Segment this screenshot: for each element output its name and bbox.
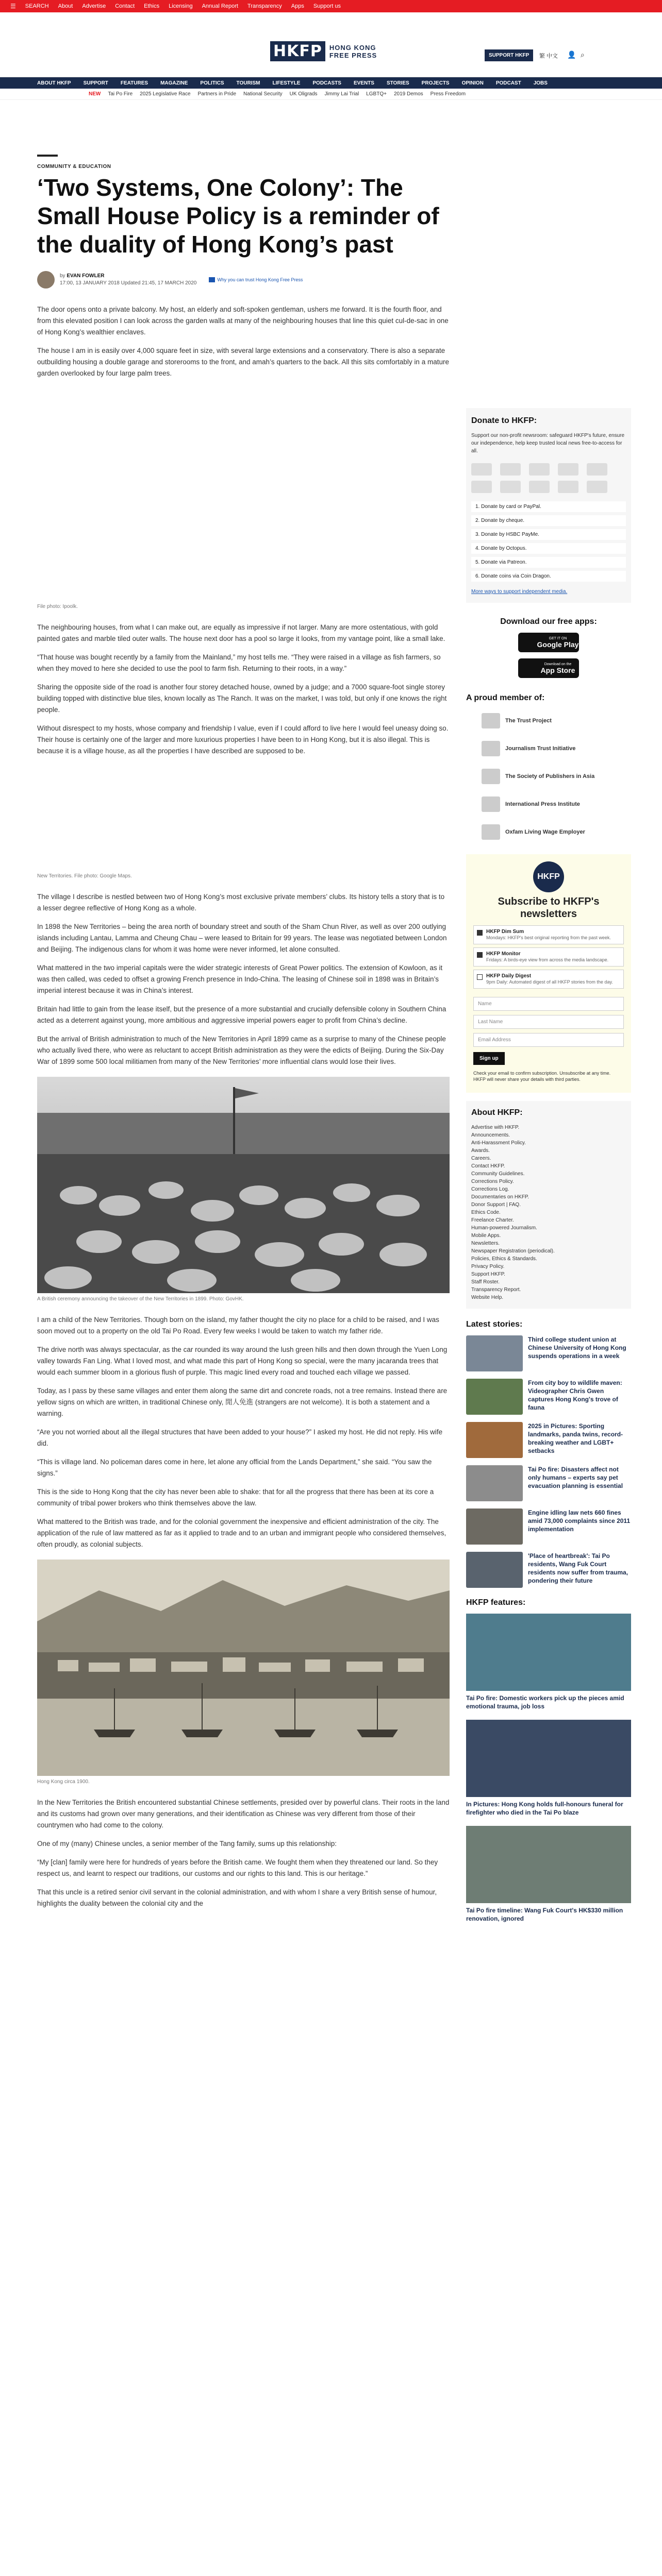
member-sopa[interactable]	[466, 765, 631, 788]
about-link[interactable]: Policies, Ethics & Standards.	[471, 1256, 537, 1262]
payme-icon[interactable]	[471, 481, 492, 493]
latest-title: 2025 in Pictures: Sporting landmarks, panda twins, record-breaking weather and LGBT+ setbacks	[528, 1422, 623, 1454]
nav-item[interactable]: TOURISM	[236, 80, 260, 86]
article-dates: 17:00, 13 JANUARY 2018 Updated 21:45, 17 MARCH 2020	[60, 280, 197, 286]
article-paragraph: Without disrespect to my hosts, whose company and friendship I value, even if I could afford to live here I would feel uneasy doing so. Their house is certainly one of the larger and more luxurious properties I have been to in Hong Kong, but it is also illegal. This is because it is a village house, as all the properties I have described are supposed to be.	[37, 724, 449, 755]
newsletter-option-title: HKFP Dim Sum	[486, 929, 524, 935]
trending-item[interactable]: 2019 Demos	[393, 91, 423, 97]
about-link[interactable]: Anti-Harassment Policy.	[471, 1140, 526, 1146]
supporters-heading: A proud member of:	[466, 693, 545, 702]
category-rule	[37, 155, 58, 157]
name-input[interactable]: Name	[473, 997, 624, 1011]
google-play-big: Google Play	[537, 640, 579, 649]
about-link[interactable]: Mobile Apps.	[471, 1233, 501, 1239]
checkbox-checked-icon[interactable]	[477, 930, 483, 936]
donate-option[interactable]: 2. Donate by cheque.	[471, 515, 626, 526]
byline-text	[60, 273, 196, 287]
article-paragraph: “This is village land. No policeman dares come in here, let alone any official from the Lands Department,” she said. “You saw the signs.”	[37, 1458, 432, 1477]
supporters-section	[466, 693, 631, 844]
article-paragraph: “Are you not worried about all the illegal structures that have been added to your house?” I asked my host. He did not reply. His wife did.	[37, 1428, 443, 1447]
nav-item[interactable]: PROJECTS	[421, 80, 450, 86]
trending-item[interactable]: 2025 Legislative Race	[140, 91, 191, 97]
article-paragraph: “That house was bought recently by a family from the Mainland,” my host tells me. “They were raised in a village as fish farmers, so when they moved to here she decided to use the pool to farm fish. Returning to their roots, in a way.”	[37, 653, 441, 672]
about-link[interactable]: Documentaries on HKFP.	[471, 1194, 529, 1200]
feature-title: Tai Po fire timeline: Wang Fuk Court's HK$330 million renovation, ignored	[466, 1907, 623, 1922]
util-annual-report[interactable]: Annual Report	[202, 3, 238, 9]
trending-item[interactable]: Partners in Pride	[197, 91, 237, 97]
member-ipi[interactable]	[466, 792, 631, 816]
article-paragraph: The door opens onto a private balcony. My host, an elderly and soft-spoken gentleman, ushers me forward. It is the fourth floor, and from this elevated position I can look across the garden walls at many of the neighbouring houses that line this quiet cul-de-sac in one of Hong Kong’s wealthier enclaves.	[37, 306, 449, 336]
donate-option[interactable]: 6. Donate coins via Coin Dragon.	[471, 571, 626, 582]
feature-title: In Pictures: Hong Kong holds full-honours funeral for firefighter who died in the Tai Po blaze	[466, 1801, 623, 1816]
newsletter-box	[466, 854, 631, 1093]
latest-item[interactable]	[466, 1552, 631, 1588]
about-link[interactable]: Announcements.	[471, 1132, 510, 1138]
amex-icon[interactable]	[529, 463, 550, 476]
alipay-icon[interactable]	[587, 481, 607, 493]
latest-thumb	[466, 1465, 523, 1501]
util-apps[interactable]: Apps	[291, 3, 304, 9]
util-search[interactable]: SEARCH	[25, 3, 49, 9]
about-link[interactable]: Community Guidelines.	[471, 1171, 525, 1177]
article-paragraph: One of my (many) Chinese uncles, a senior member of the Tang family, sums up this relationship:	[37, 1840, 337, 1848]
app-store-small: Download on the	[544, 662, 572, 666]
latest-item[interactable]	[466, 1379, 631, 1415]
app-store-big: App Store	[540, 666, 575, 674]
article-image-1	[37, 379, 450, 601]
latest-title: Engine idling law nets 660 fines amid 73,000 complaints since 2011 implementation	[528, 1509, 631, 1533]
support-hkfp-button[interactable]: SUPPORT HKFP	[485, 49, 533, 61]
latest-title: Third college student union at Chinese University of Hong Kong suspends operations in a week	[528, 1336, 626, 1360]
donate-option[interactable]: 5. Donate via Patreon.	[471, 557, 626, 568]
paypal-icon[interactable]	[558, 463, 578, 476]
latest-thumb	[466, 1335, 523, 1371]
about-link[interactable]: Newsletters.	[471, 1241, 500, 1246]
donate-heading: Donate to HKFP:	[471, 416, 537, 425]
util-advertise[interactable]: Advertise	[82, 3, 106, 9]
lang-chinese[interactable]: 中文	[547, 53, 558, 59]
about-link[interactable]: Corrections Policy.	[471, 1179, 514, 1184]
member-jti[interactable]	[466, 737, 631, 760]
about-link[interactable]: Freelance Charter.	[471, 1217, 514, 1223]
article-image-4	[37, 1560, 450, 1776]
main-nav	[0, 77, 662, 89]
nav-item[interactable]: JOBS	[533, 80, 548, 86]
about-box	[466, 1101, 631, 1309]
newsletter-option-desc: Mondays: HKFP's best original reporting from the past week.	[486, 935, 611, 940]
user-icon[interactable]: 👤	[567, 50, 576, 59]
image-caption: File photo: Ipoolk.	[37, 604, 78, 609]
feature-image	[466, 1826, 631, 1903]
about-link[interactable]: Support HKFP.	[471, 1272, 505, 1277]
nav-item[interactable]: OPINION	[461, 80, 484, 86]
article-paragraph: The house I am in is easily over 4,000 square feet in size, with several large extensions and a conservatory. There is also a separate outbuilding housing a double garage and storerooms to the front, and amah’s quarters to the back. All this sits comfortably in a mature garden overlooked by four large palm trees.	[37, 347, 449, 377]
nav-item[interactable]: STORIES	[386, 80, 409, 86]
latest-item[interactable]	[466, 1422, 631, 1458]
article-paragraph: The drive north was always spectacular, as the car rounded its way around the lush green hills and then down through the Yuen Long valley towards Fan Ling. What I loved most, and what made this part of Hong Kong so special, were the many jacaranda trees that would each summer bloom in a glorious flush of purple. This magic lined every road and touched each village we passed.	[37, 1346, 448, 1376]
about-link[interactable]: Human-powered Journalism.	[471, 1225, 537, 1231]
author-name[interactable]: EVAN FOWLER	[67, 273, 105, 279]
features-heading: HKFP features:	[466, 1598, 526, 1607]
latest-thumb	[466, 1509, 523, 1545]
about-link[interactable]: Transparency Report.	[471, 1287, 521, 1293]
nav-item[interactable]: PODCASTS	[312, 80, 341, 86]
checkbox-checked-icon[interactable]	[477, 952, 483, 958]
google-play-badge[interactable]	[518, 633, 579, 652]
latest-section	[466, 1320, 631, 1588]
article-title: ‘Two Systems, One Colony’: The Small House Policy is a reminder of the duality of Hong Kong’s past	[37, 174, 439, 258]
article-image-3	[37, 1077, 450, 1293]
member-label: Journalism Trust Initiative	[505, 745, 576, 752]
image-caption: Hong Kong circa 1900.	[37, 1779, 90, 1785]
newsletter-option-monitor[interactable]	[473, 947, 624, 967]
features-section	[466, 1598, 631, 1923]
article-paragraph: What mattered to the British was trade, and for the colonial government the inexpensive and efficient administration of the city. The application of the rule of law mattered as far as it applied to trade and to an urban and immigrant people who considered themselves, often proudly, as colonial subjects.	[37, 1518, 446, 1548]
donate-option[interactable]: 4. Donate by Octopus.	[471, 543, 626, 554]
checkbox-unchecked-icon[interactable]	[477, 974, 483, 980]
sopa-logo	[482, 769, 500, 784]
article-paragraph: In the New Territories the British encountered substantial Chinese settlements, presided over by powerful clans. Their roots in the land and its customs had grown over many generations, and their identification as Chinese was very different from those of their countrymen who had come to the colony.	[37, 1799, 450, 1829]
util-transparency[interactable]: Transparency	[247, 3, 282, 9]
util-ethics[interactable]: Ethics	[144, 3, 160, 9]
about-link[interactable]: Newspaper Registration (periodical).	[471, 1248, 555, 1254]
latest-thumb	[466, 1379, 523, 1415]
menu-icon[interactable]: ☰	[10, 3, 16, 10]
member-label: International Press Institute	[505, 801, 580, 807]
util-licensing[interactable]: Licensing	[169, 3, 193, 9]
latest-title: Tai Po fire: Disasters affect not only humans – experts say pet evacuation planning is essential	[528, 1466, 623, 1489]
latest-heading: Latest stories:	[466, 1320, 523, 1329]
trending-new-label: NEW	[89, 91, 101, 97]
cheque-icon[interactable]	[529, 481, 550, 493]
trust-link[interactable]	[209, 277, 303, 283]
jti-logo	[482, 741, 500, 756]
article-image-2	[37, 757, 450, 870]
article-paragraph: I am a child of the New Territories. Though born on the island, my father thought the city no place for a child to be raised, and I was soon moved out to a property on the old Tai Po Road. Every few weeks I would be taken to watch my father ride.	[37, 1316, 439, 1335]
trending-item[interactable]: UK Oligrads	[289, 91, 318, 97]
trending-item[interactable]: Press Freedom	[430, 91, 466, 97]
article-paragraph: Today, as I pass by these same villages and enter them along the same dirt and concrete roads, not a tree remains. Instead there are yellow signs on which are written, in traditional Chinese only, 閒人免進 (strangers are not welcome). It is both a statement and a warning.	[37, 1387, 448, 1417]
lang-traditional[interactable]: 繁	[539, 53, 545, 59]
feature-image	[466, 1614, 631, 1691]
apps-section	[466, 617, 631, 678]
octopus-icon[interactable]	[500, 481, 521, 493]
about-link[interactable]: Corrections Log.	[471, 1187, 509, 1192]
article-paragraph: This is the side to Hong Kong that the city has never been able to shake: that for all the progress that there has been at its core a community of tribal power brokers who think themselves above the law.	[37, 1488, 434, 1507]
about-link[interactable]: Careers.	[471, 1156, 491, 1161]
member-label: The Trust Project	[505, 718, 552, 724]
util-contact[interactable]: Contact	[115, 3, 135, 9]
about-link[interactable]: Donor Support | FAQ.	[471, 1202, 521, 1208]
donate-option[interactable]: 1. Donate by card or PayPal.	[471, 501, 626, 512]
feature-image	[466, 1720, 631, 1797]
by-label: by	[60, 273, 65, 279]
image-caption: New Territories. File photo: Google Maps.	[37, 873, 132, 879]
oxfam-logo	[482, 824, 500, 840]
logo-line2: FREE PRESS	[329, 51, 377, 59]
latest-title: 'Place of heartbreak': Tai Po residents, Wang Fuk Court residents now suffer from trauma, pondering their future	[528, 1552, 628, 1584]
about-heading: About HKFP:	[471, 1108, 523, 1117]
latest-item[interactable]	[466, 1509, 631, 1545]
member-trust-project[interactable]	[466, 709, 631, 733]
site-header	[0, 12, 662, 77]
google-play-small: GET IT ON	[549, 636, 567, 640]
about-link[interactable]: Contact HKFP.	[471, 1163, 505, 1169]
about-link[interactable]: Advertise with HKFP.	[471, 1125, 520, 1130]
nav-item[interactable]: FEATURES	[120, 80, 148, 86]
article-category[interactable]: COMMUNITY & EDUCATION	[37, 164, 111, 170]
trending-item[interactable]: National Security	[243, 91, 283, 97]
ipi-logo	[482, 796, 500, 812]
article-paragraph: “My [clan] family were here for hundreds of years before the British came. We fought them when they threatened our land. So they respect us, and learnt to respect our traditions, our customs and our rights to this land. This is our heritage.”	[37, 1858, 438, 1877]
trending-item[interactable]: Jimmy Lai Trial	[324, 91, 359, 97]
newsletter-option-digest[interactable]	[473, 970, 624, 989]
trending-item[interactable]: LGBTQ+	[366, 91, 387, 97]
newsletter-option-title: HKFP Monitor	[486, 951, 521, 957]
about-link[interactable]: Awards.	[471, 1148, 490, 1154]
about-link[interactable]: Ethics Code.	[471, 1210, 501, 1215]
feature-card[interactable]	[466, 1720, 631, 1817]
app-store-badge[interactable]	[518, 658, 579, 678]
article-paragraph: But the arrival of British administration to much of the New Territories in April 1899 came as a surprise to many of the Chinese people who actually lived there, who were as reluctant to accept British administration as they were the edicts of Beijing. During the Six-Day War of 1899 some 500 local militiamen from many of the New Territories’ more influential clans would lose their lives.	[37, 1035, 446, 1065]
article-paragraph: The village I describe is nestled between two of Hong Kong’s most exclusive private members’ clubs. Its history tells a story that is to a lesser degree reflective of Hong Kong as a whole.	[37, 893, 445, 912]
article	[37, 155, 450, 1909]
donate-options	[471, 501, 626, 582]
article-paragraph: In 1898 the New Territories – being the area north of boundary street and south of the Sham Chun River, as well as over 200 outlying islands including Lantau, Lamma and Cheung Chau – were leased to Britain for 99 years. The lease was negotiated between London and Beijing. The indigenous clans for whom it was home were never informed, let alone consulted.	[37, 923, 447, 953]
newsletter-option-dimsum[interactable]	[473, 925, 624, 944]
mastercard-icon[interactable]	[500, 463, 521, 476]
nav-item[interactable]: MAGAZINE	[160, 80, 188, 86]
member-label: The Society of Publishers in Asia	[505, 773, 595, 779]
donate-more-link[interactable]: More ways to support independent media.	[471, 589, 568, 595]
util-support[interactable]: Support us	[313, 3, 341, 9]
logo-mark: HKFP	[270, 41, 325, 61]
sidebar	[466, 408, 631, 1932]
donate-box	[466, 408, 631, 603]
newsletter-option-desc: 9pm Daily: Automated digest of all HKFP stories from the day.	[486, 979, 613, 985]
feature-title: Tai Po fire: Domestic workers pick up the pieces amid emotional trauma, job loss	[466, 1694, 624, 1710]
newsletter-option-desc: Fridays: A birds-eye view from across the media landscape.	[486, 957, 609, 962]
trust-project-logo	[482, 713, 500, 728]
bitcoin-icon[interactable]	[587, 463, 607, 476]
member-label: Oxfam Living Wage Employer	[505, 829, 585, 835]
article-paragraph: What mattered in the two imperial capitals were the wider strategic interests of Great Power politics. The extension of Kowloon, as it was then called, was ceded to offset a growing French presence in Indo-China. The leasing of Chinese soil in 1898 was in Britain’s imperial interest because it was in China’s interest.	[37, 964, 443, 994]
email-input[interactable]: Email Address	[473, 1033, 624, 1047]
author-avatar[interactable]	[37, 271, 55, 289]
ceremony-photo	[37, 1077, 450, 1293]
newsletter-logo: HKFP	[533, 861, 564, 892]
header-search-icon[interactable]: ⌕	[581, 50, 585, 59]
latest-item[interactable]	[466, 1465, 631, 1501]
nav-item[interactable]: SUPPORT	[83, 80, 108, 86]
donate-option[interactable]: 3. Donate by HSBC PayMe.	[471, 529, 626, 540]
latest-item[interactable]	[466, 1335, 631, 1371]
newsletter-note: Check your email to confirm subscription. Unsubscribe at any time. HKFP will never share your details with third parties.	[473, 1071, 611, 1082]
newsletter-heading: Subscribe to HKFP's newsletters	[498, 896, 600, 920]
harbour-photo	[37, 1560, 450, 1776]
nav-item[interactable]: LIFESTYLE	[272, 80, 301, 86]
logo-text	[329, 44, 377, 59]
utility-bar	[0, 0, 662, 12]
trending-item[interactable]: Tai Po Fire	[108, 91, 133, 97]
logo-line1: HONG KONG	[329, 43, 376, 52]
site-logo[interactable]	[270, 41, 377, 61]
trust-link-text: Why you can trust Hong Kong Free Press	[217, 277, 303, 282]
util-about[interactable]: About	[58, 3, 73, 9]
latest-thumb	[466, 1552, 523, 1588]
member-oxfam[interactable]	[466, 820, 631, 844]
latest-thumb	[466, 1422, 523, 1458]
donate-intro: Support our non-profit newsroom: safeguard HKFP's future, ensure our independence, help keep trusted local news free-to-access for all.	[471, 433, 625, 454]
about-link[interactable]: Website Help.	[471, 1295, 504, 1300]
byline	[37, 271, 450, 289]
patreon-icon[interactable]	[558, 481, 578, 493]
about-link[interactable]: Privacy Policy.	[471, 1264, 505, 1269]
article-paragraph: Britain had little to gain from the lease itself, but the presence of a more substantial and crucially defensible colony in Southern China acted as a deterrent against young, more ambitious and aggressive imperial powers eager to profit from China’s decline.	[37, 1005, 446, 1024]
about-list	[471, 1124, 626, 1301]
latest-title: From city boy to wildlife maven: Videographer Chris Gwen captures Hong Kong's trove of fauna	[528, 1379, 622, 1411]
nav-item[interactable]: POLITICS	[200, 80, 224, 86]
nav-item[interactable]: EVENTS	[353, 80, 374, 86]
trust-icon	[209, 277, 215, 282]
nav-item[interactable]: PODCAST	[495, 80, 521, 86]
last-name-input[interactable]: Last Name	[473, 1015, 624, 1029]
nav-item[interactable]: ABOUT HKFP	[37, 80, 71, 86]
article-paragraph: That this uncle is a retired senior civil servant in the colonial administration, and with whom I share a very British sense of humour, highlights the duality between the colonial city and the	[37, 1888, 437, 1907]
visa-icon[interactable]	[471, 463, 492, 476]
image-caption: A British ceremony announcing the takeover of the New Territories in 1899. Photo: GovHK.	[37, 1296, 244, 1302]
feature-card[interactable]	[466, 1826, 631, 1923]
payment-icons	[471, 463, 626, 493]
signup-button[interactable]: Sign up	[473, 1052, 505, 1065]
apps-heading: Download our free apps:	[500, 617, 597, 626]
newsletter-option-title: HKFP Daily Digest	[486, 973, 532, 979]
article-paragraph: Sharing the opposite side of the road is another four storey detached house, owned by a judge; and a 7000 square-foot single storey building topped with distinctive blue tiles, known locally as The Ranch. It was on the market, I was told, but only if one knows the right people.	[37, 683, 447, 714]
feature-card[interactable]	[466, 1614, 631, 1710]
trending-bar	[0, 89, 662, 100]
article-paragraph: The neighbouring houses, from what I can make out, are equally as impressive if not larger. Many are more ostentatious, with gold painted gates and marble tiled outer walls. The house next door has a pool so large it looks, from my vantage point, like a small lake.	[37, 623, 445, 642]
about-link[interactable]: Staff Roster.	[471, 1279, 500, 1285]
